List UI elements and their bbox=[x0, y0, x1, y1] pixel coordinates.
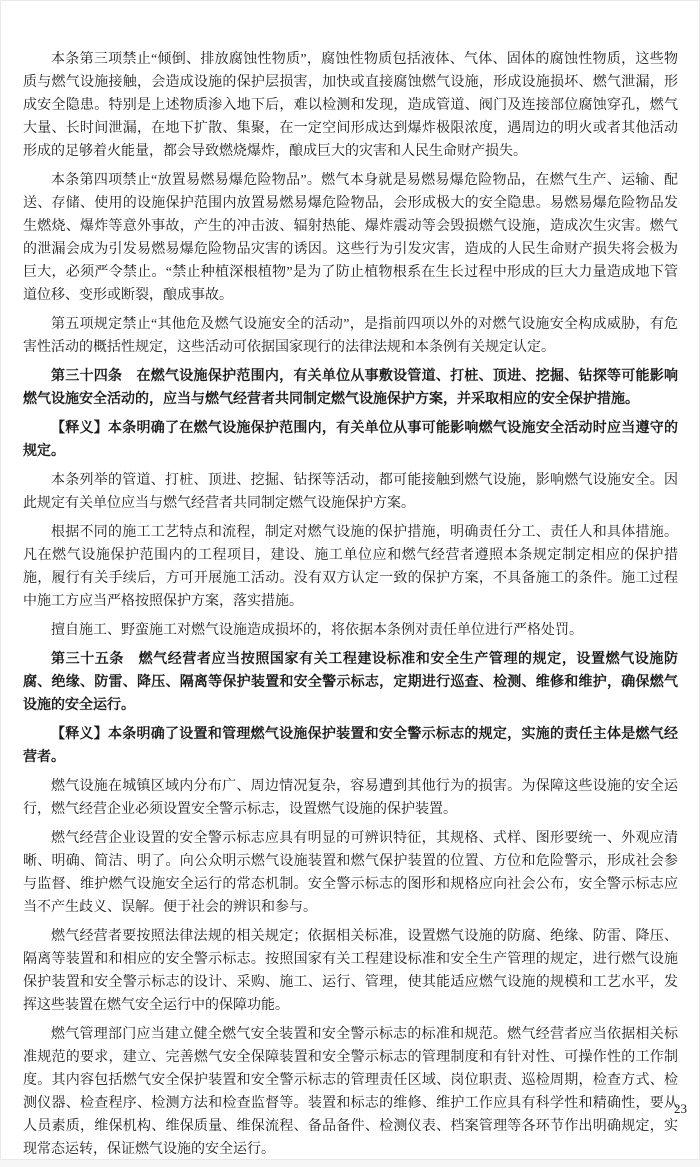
paragraph-article-35-annotation-lead: 【释义】本条明确了设置和管理燃气设施保护装置和安全警示标志的规定，实施的责任主体是燃气经营者。 bbox=[23, 727, 678, 765]
paragraph-article-34: 第三十四条 在燃气设施保护范围内，有关单位从事敷设管道、打桩、顶进、挖掘、钻探等可能影响燃气设施安全活动的，应当与燃气经营者共同制定燃气设施保护方案，并采取相应的安全保护措施。 bbox=[23, 369, 678, 407]
paragraph-article-35-annotation-3: 燃气经营者要按照法律法规的相关规定；依据相关标准，设置燃气设施的防腐、绝缘、防雷、降压、隔离等装置和和相应的安全警示标志。按照国家有关工程建设标准和安全生产管理的规定，进行燃气设施保护装置和安全警示标志的设计、采购、施工、运行、管理，使其能适应燃气设施的规模和工艺水平，发挥这些装置在燃气安全运行中的保障功能。 bbox=[23, 929, 678, 1013]
paragraph-article-34-annotation-2: 根据不同的施工工艺特点和流程，制定对燃气设施的保护措施，明确责任分工、责任人和具体措施。凡在燃气设施保护范围内的工程项目，建设、施工单位应和燃气经营者遵照本条规定制定相应的保护措施，履行有关手续后，方可开展施工活动。没有双方认定一致的保护方案，不具备施工的条件。施工过程中施工方应当严格按照保护方案，落实措施。 bbox=[23, 525, 678, 609]
paragraph-item4-flammable-explosives: 本条第四项禁止“放置易燃易爆危险物品”。燃气本身就是易燃易爆危险物品，在燃气生产、运输、配送、存储、使用的设施保护范围内放置易燃易爆危险物品，会形成极大的安全隐患。易燃易爆危险物品发生燃烧、爆炸等意外事故，产生的冲击波、辐射热能、爆炸震动等会毁损燃气设施，造成次生灾害。燃气的泄漏会成为引发易燃易爆危险物品灾害的诱因。这些行为引发灾害，造成的人民生命财产损失将会极为巨大，必须严令禁止。“禁止种植深根植物”是为了防止植物根系在生长过程中形成的巨大力量造成地下管道位移、变形或断裂，酿成事故。 bbox=[23, 173, 678, 303]
paragraph-item5-other-hazardous-activities: 第五项规定禁止“其他危及燃气设施安全的活动”，是指前四项以外的对燃气设施安全构成威胁，有危害性活动的概括性规定，这些活动可依据国家现行的法律法规和本条例有关规定认定。 bbox=[23, 317, 678, 355]
paragraph-article-34-annotation-1: 本条列举的管道、打桩、顶进、挖掘、钻探等活动，都可能接触到燃气设施，影响燃气设施安全。因此规定有关单位应当与燃气经营者共同制定燃气设施保护方案。 bbox=[23, 473, 678, 511]
paragraph-article-35-annotation-4: 燃气管理部门应当建立健全燃气安全装置和安全警示标志的标准和规范。燃气经营者应当依据相关标准规范的要求，建立、完善燃气安全保障装置和安全警示标志的管理制度和有针对性、可操作性的工作制度。其内容包括燃气安全保护装置和安全警示标志的管理责任区域、岗位职责、巡检周期，检查方式、检测仪器、检查程序、检测方法和检查监督等。装置和标志的维修、维护工作应具有科学性和精确性，要从人员素质，维保机构、维保质量、维保流程、备品备件、检测仪表、档案管理等各环节作出明确规定，实现常态运转，保证燃气设施的安全运行。 bbox=[23, 1027, 678, 1157]
paragraph-article-35-annotation-2: 燃气经营企业设置的安全警示标志应具有明显的可辨识特征，其规格、式样、图形要统一、外观应清晰、明确、简洁、明了。向公众明示燃气设施装置和燃气保护装置的位置、方位和危险警示，形成社会参与监督、维护燃气设施安全运行的常态机制。安全警示标志的图形和规格应向社会公布，安全警示标志应当不产生歧义、误解。便于社会的辨识和参与。 bbox=[23, 831, 678, 915]
page-number: 23 bbox=[674, 1101, 687, 1116]
paragraph-item3-corrosive-substances: 本条第三项禁止“倾倒、排放腐蚀性物质”，腐蚀性物质包括液体、气体、固体的腐蚀性物质，这些物质与燃气设施接触，会造成设施的保护层损害，加快或直接腐蚀燃气设施，形成设施损坏、燃气泄漏，形成安全隐患。特别是上述物质渗入地下后，难以检测和发现，造成管道、阀门及连接部位腐蚀穿孔，燃气大量、长时间泄漏，在地下扩散、集聚，在一定空间形成达到爆炸极限浓度，遇周边的明火或者其他活动形成的足够着火能量，都会导致燃烧爆炸，酿成巨大的灾害和人民生命财产损失。 bbox=[23, 52, 678, 159]
paragraph-article-35-annotation-1: 燃气设施在城镇区域内分布广、周边情况复杂，容易遭到其他行为的损害。为保障这些设施的安全运行，燃气经营企业必须设置安全警示标志，设置燃气设施的保护装置。 bbox=[23, 779, 678, 817]
document-content bbox=[23, 48, 678, 1167]
paragraph-article-34-annotation-3: 擅自施工、野蛮施工对燃气设施造成损坏的，将依据本条例对责任单位进行严格处罚。 bbox=[51, 623, 583, 638]
paragraph-article-34-annotation-lead: 【释义】本条明确了在燃气设施保护范围内，有关单位从事可能影响燃气设施安全活动时应当遵守的规定。 bbox=[23, 421, 678, 459]
paragraph-article-35: 第三十五条 燃气经营者应当按照国家有关工程建设标准和安全生产管理的规定，设置燃气设施防腐、绝缘、防雷、降压、隔离等保护装置和安全警示标志，定期进行巡查、检测、维修和维护，确保燃气设施的安全运行。 bbox=[23, 652, 678, 713]
